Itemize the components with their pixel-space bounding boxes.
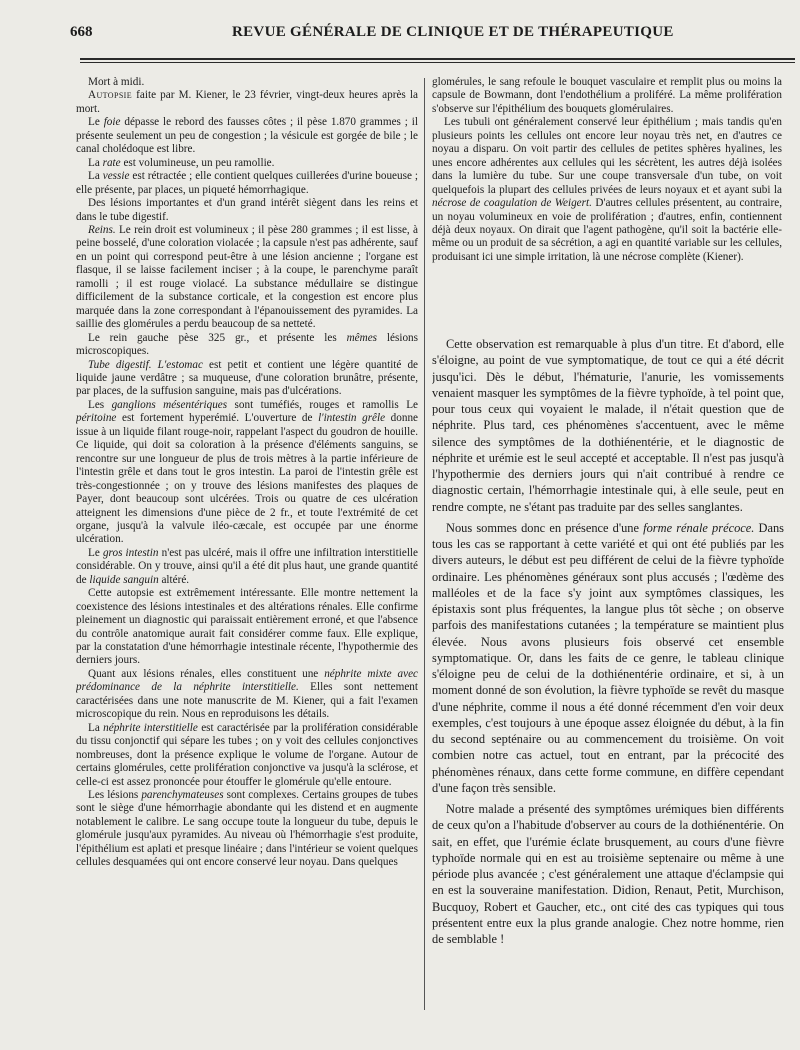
paragraph: Les ganglions mésentériques sont tuméfiés, rouges et ramollis Le péritoine est fortement hyperémié. L'ouverture de l'intestin grêle donne issue à un liquide filant rouge-noir, rappelant l'aspect du goudron de houille. Ce liquide, qui doit sa coloration à la présence d'éléments sanguins, se rencontre sur une longueur de plus de trois mètres à la partie inférieure de l'intestin grêle et dans tout le gros intestin. La paroi de l'intestin grêle est très-congestionnée ; on y trouve des lésions manifestes des plaques de Payer, dont beaucoup sont ulcérées. Trois ou quatre de ces ulcération atteignent les dimensions d'une pièce de 2 fr., et toute l'extrémité de cet organe, jusqu'à la valvule iléo-cæcale, est occupée par une énorme ulcération. xyxy=(76,398,418,546)
paragraph: glomérules, le sang refoule le bouquet vasculaire et remplit plus ou moins la capsule de Bowmann, dont l'endothélium a proliféré. La même prolifération s'observe sur l'épithélium des bouquets glomérulaires. xyxy=(432,76,782,115)
paragraph: Reins. Le rein droit est volumineux ; il pèse 280 grammes ; il est lisse, à peine bosselé, d'une coloration violacée ; la capsule n'est pas adhérente, sauf en un point qui correspond peut-être à une lésion ancienne ; l'organe est flasque, il se laisse facilement inciser ; à la coupe, le parenchyme paraît ramolli ; il est rouge violacé. La substance médullaire se distingue difficilement de la substance corticale, et la congestion est encore plus marquée dans la zone correspondant à l'épanouissement des pyramides. La saillie des glomérules a perdu beaucoup de sa netteté. xyxy=(76,223,418,331)
paragraph: Cette observation est remarquable à plus d'un titre. Et d'abord, elle s'éloigne, au point de vue symptomatique, de tout ce qui a été décrit jusqu'ici. Dès le début, l'hématurie, l'anurie, les vomissements venaient masquer les symptômes de la fièvre typhoïde, à tel point que, pour tous ceux qui voyaient le malade, il n'était question que de néphrite. Plus tard, ces phénomènes s'accentuent, avec le même silence des symptômes de la dothiénentérie, et le diagnostic de néphrite et urémie est le seul accepté et acceptable. Il n'est pas jusqu'à l'hypothermie des derniers jours qui n'ait contribué à rendre ce diagnostic certain, l'hémorrhagie intestinale qui, à elle seule, peut en rendre compte, ne s'étant pas traduite par des selles sanglantes. xyxy=(432,337,784,514)
paragraph: Le gros intestin n'est pas ulcéré, mais il offre une infiltration interstitielle considérable. On y trouve, ainsi qu'il a été dit plus haut, une grande quantité de liquide sanguin altéré. xyxy=(76,546,418,586)
page-number: 668 xyxy=(70,24,93,40)
right-column-small-print xyxy=(432,76,782,330)
header-rule-thick xyxy=(80,58,795,60)
paragraph: Les tubuli ont généralement conservé leur épithélium ; mais tandis qu'en plusieurs points les cellules ont encore leur noyau très net, en d'autres ce noyau a disparu. On voit partir des cellules de petites sphères hyalines, les unes encore adhérentes aux cellules qui les sécrètent, les autres déjà isolées dans la lumière du tube. Sur une coupe transversale d'un tube, on voit quelquefois la plupart des cellules privées de leurs noyaux et et ayant subi la nécrose de coagulation de Weigert. D'autres cellules présentent, au contraire, un noyau volumineux en voie de prolifération ; d'autres, enfin, contiennent déjà deux noyaux. On dirait que l'agent pathogène, qu'il soit la bactérie elle-même ou un produit de sa sécrétion, a agi en quantité variable sur les cellules, produisant ici une simple irritation, là une nécrose complète (Kiener). xyxy=(432,116,782,263)
header-rule-thin xyxy=(80,62,795,63)
paragraph: La néphrite interstitielle est caractérisée par la prolifération considérable du tissu conjonctif qui sépare les tubes ; on y voit des cellules conjonctives nombreuses, dont la présence explique le volume de l'organe. Autour de certains glomérules, cette prolifération conjonctive va jusqu'à la sclérose, et celle-ci est assez prononcée pour étouffer le glomérule qu'elle entoure. xyxy=(76,721,418,788)
paragraph: Autopsie faite par M. Kiener, le 23 février, vingt-deux heures après la mort. xyxy=(76,89,418,115)
paragraph: Tube digestif. L'estomac est petit et contient une légère quantité de liquide jaune verdâtre ; sa muqueuse, d'une coloration brunâtre, présente, par places, de la suffusion sanguine, mais pas d'ulcérations. xyxy=(76,358,418,398)
paragraph: Notre malade a présenté des symptômes urémiques bien différents de ceux qu'on a l'habitude d'observer au cours de la dothiénentérie. On sait, en effet, que l'urémie éclate brusquement, au cours d'une fièvre typhoïde normale qui en est au troisième septenaire ou même à une période plus avancée ; c'est généralement une attaque d'éclampsie qui en est la souveraine manifestation. Didion, Renaut, Petit, Murchison, Bucquoy, Robert et Gaucher, etc., ont cité des cas typiques qui tous présentent entre eux la plus grande analogie. Chez notre homme, rien de semblable ! xyxy=(432,802,784,946)
paragraph: Des lésions importantes et d'un grand intérêt siègent dans les reins et dans le tube digestif. xyxy=(76,197,418,223)
paragraph: Cette autopsie est extrêmement intéressante. Elle montre nettement la coexistence des lésions intestinales et des altérations rénales. Elle confirme pleinement un diagnostic qui paraissait entièrement erroné, et que l'absence du contrôle anatomique aurait fait considérer comme faux. Elle explique, par la constatation d'une hémorrhagie intestinale récente, l'hypothermie des derniers jours. xyxy=(76,587,418,667)
paragraph: Quant aux lésions rénales, elles constituent une néphrite mixte avec prédominance de la néphrite interstitielle. Elles sont nettement caractérisées dans une note manuscrite de M. Kiener, qui a fait l'examen microscopique du rein. Nous en reproduisons les détails. xyxy=(76,667,418,721)
autopsy-label: Autopsie xyxy=(88,89,133,102)
paragraph: La vessie est rétractée ; elle contient quelques cuillerées d'urine boueuse ; elle présente, par places, un piqueté hémorrhagique. xyxy=(76,170,418,196)
right-column-main-text xyxy=(432,336,784,1026)
paragraph: Mort à midi. xyxy=(88,76,145,88)
paragraph: Nous sommes donc en présence d'une forme rénale précoce. Dans tous les cas se rapportant à cette variété et qui ont été publiés par les divers auteurs, le début est peu différent de celui de la fièvre typhoïde ordinaire. Les phénomènes généraux sont plus accusés ; l'œdème des malléoles et de la face s'y joint aux symptômes classiques, les épistaxis sont plus fréquentes, la langue plus tôt sèche ; on observe parfois des manifestations cutanées ; la température se maintient plus élevée. Nous avons plusieurs fois observé cet ensemble symptomatique. Or, dans les faits de ce genre, le tableau clinique s'éloigne peu de celui de la dothiénentérie ordinaire, et si, à un moment donné de son évolution, la fièvre typhoïde se revêt du masque d'une néphrite, comme il nous a été donné récemment d'en voir deux exemples, c'est toujours à une époque assez éloignée du début, à la fin du second septénaire ou au commencement du troisième. On voit combien notre cas actuel, tout en entrant, par la précocité des phénomènes rénaux, dans cette forme commune, en diffère cependant d'une façon très sensible. xyxy=(432,520,784,795)
paragraph: Le foie dépasse le rebord des fausses côtes ; il pèse 1.870 grammes ; il présente seulement un peu de congestion ; la vésicule est gorgée de bile ; le canal cholédoque est libre. xyxy=(76,116,418,156)
paragraph: La rate est volumineuse, un peu ramollie. xyxy=(88,156,275,169)
running-header xyxy=(70,24,790,46)
running-title: REVUE GÉNÉRALE DE CLINIQUE ET DE THÉRAPEUTIQUE xyxy=(232,24,674,40)
paragraph: Les lésions parenchymateuses sont complexes. Certains groupes de tubes sont le siège d'une hémorrhagie abondante qui les distend et en augmente notablement le calibre. Le sang occupe toute la longueur du tube, depuis le glomérule jusqu'aux pyramides. Au niveau où l'hémorrhagie s'est produite, l'épithélium est aplati et presque linéaire ; dans l'intérieur se voient quelques cellules desquamées qui ont encore conservé leur noyau. Dans quelques xyxy=(76,789,418,869)
column-divider xyxy=(424,78,425,1010)
paragraph: Le rein gauche pèse 325 gr., et présente les mêmes lésions microscopiques. xyxy=(76,331,418,358)
left-column xyxy=(76,76,418,1026)
